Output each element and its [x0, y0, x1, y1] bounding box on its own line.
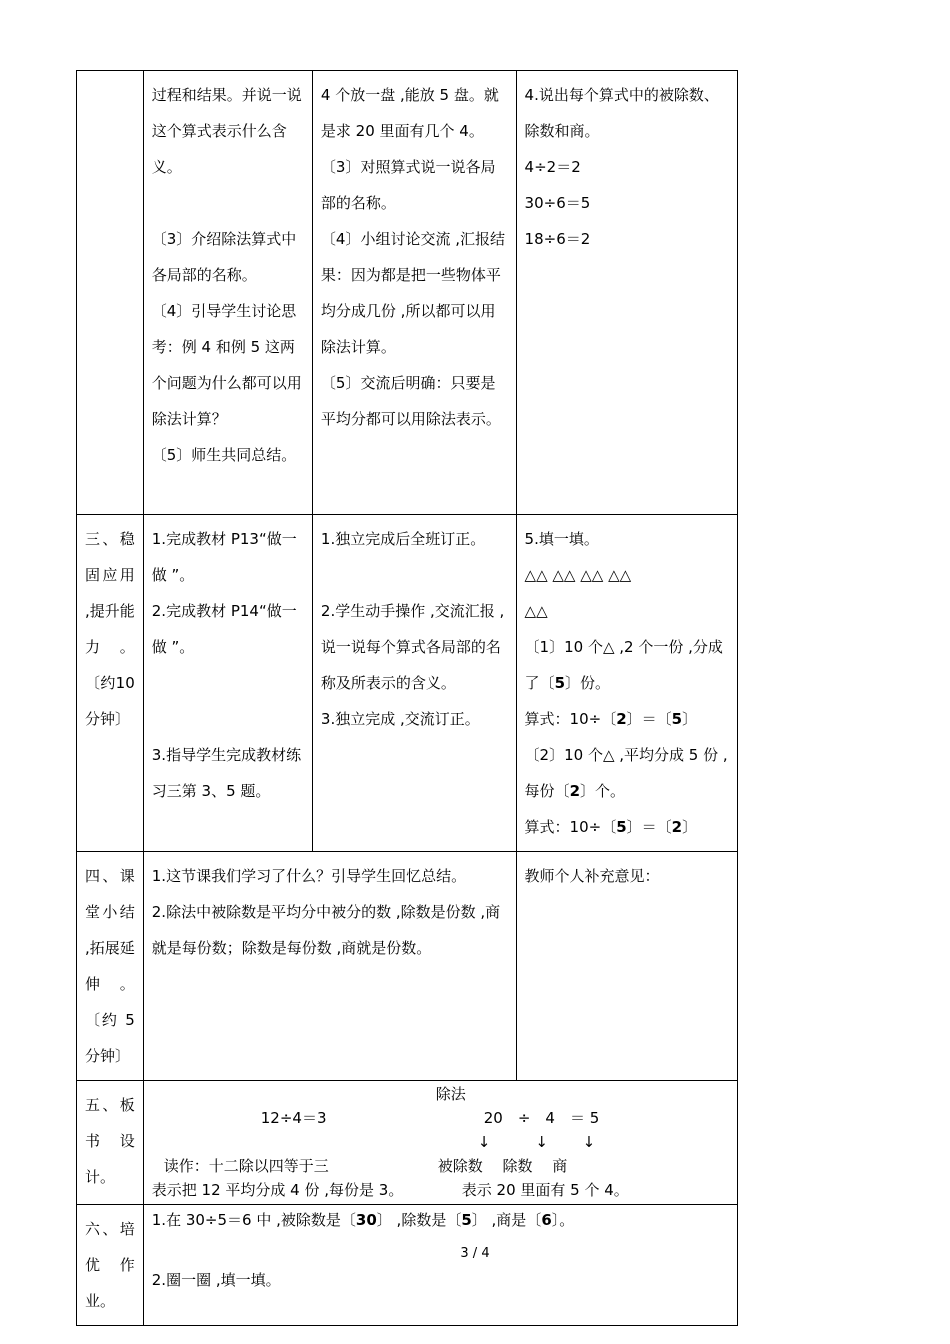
phase-label: 三、稳 [85, 530, 135, 548]
phase-label: 堂小结 [85, 903, 135, 921]
answer: 6 [541, 1211, 552, 1229]
phase-label: 四、课 [85, 867, 135, 885]
text-line: 〔5〕交流后明确：只要是平均分都可以用除法表示。 [320, 374, 501, 428]
table-row [77, 515, 738, 852]
text-line: 过程和结果。并说一说这个算式表示什么含义。 [151, 86, 302, 176]
phase-label: 〔约10 [85, 674, 135, 692]
equation: 30÷6＝5 [524, 194, 591, 212]
text-line: 〔4〕小组讨论交流 ,汇报结果：因为都是把一些物体平均分成几份 ,所以都可以用除法计算。 [320, 230, 505, 356]
triangles: △△ △△ △△ △△ [524, 566, 632, 584]
board-meaning: 表示 20 里面有 5 个 4。 [461, 1181, 629, 1199]
question: 〔2〕10 个△ ,平均分成 5 份 ,每份〔2〕个。 [524, 746, 728, 800]
phase-label: 伸 。 [85, 975, 135, 993]
board-equation: 12÷4＝3 [260, 1109, 327, 1127]
answer: 2 [671, 818, 683, 836]
question: 1.在 30÷5＝6 中 ,被除数是〔30〕 ,除数是〔5〕 ,商是〔6〕。 [151, 1211, 575, 1229]
phase-label: ,拓展延 [85, 939, 135, 957]
answer: 2 [616, 710, 627, 728]
text-line: 教师个人补充意见： [524, 867, 660, 885]
phase-label: 分钟〕 [85, 1047, 131, 1065]
note-cell [516, 852, 737, 1081]
phase-cell [77, 852, 144, 1081]
question: 2.圈一圈 ,填一填。 [151, 1271, 281, 1289]
text-line: 3.独立完成 ,交流订正。 [320, 710, 480, 728]
text-line: 3.指导学生完成教材练习三第 3、5 题。 [151, 746, 302, 800]
board-parts: 被除数 除数 商 [437, 1157, 568, 1175]
answer: 5 [671, 710, 683, 728]
phase-label: 固应用 [85, 566, 135, 584]
teacher-activity-cell [143, 71, 312, 515]
text-line: 4 个放一盘 ,能放 5 盘。就是求 20 里面有几个 4。 [320, 86, 499, 140]
phase-label: 〔约 5 [85, 1011, 135, 1029]
phase-label: 优 作 [85, 1256, 135, 1274]
table-row [77, 852, 738, 1081]
text-line: 〔4〕引导学生讨论思考：例 4 和例 5 这两个问题为什么都可以用除法计算？ [151, 302, 302, 428]
phase-cell [77, 515, 144, 852]
homework-cell [143, 1205, 737, 1326]
exercise-cell [516, 71, 737, 515]
answer: 30 [355, 1211, 377, 1229]
phase-cell [77, 1205, 144, 1326]
board-equation: 20 ÷ 4 ＝ 5 [483, 1109, 600, 1127]
formula: 算式：10÷〔5〕＝〔2〕 [524, 818, 698, 836]
table-row [77, 1081, 738, 1205]
table-row [77, 71, 738, 515]
answer: 5 [461, 1211, 472, 1229]
equation: 18÷6＝2 [524, 230, 591, 248]
lesson-plan-table [76, 70, 738, 1326]
formula: 算式：10÷〔2〕＝〔5〕 [524, 710, 698, 728]
phase-label: 六、培 [85, 1220, 135, 1238]
page-number: 3 / 4 [460, 1246, 490, 1261]
text-line: 1.独立完成后全班订正。 [320, 530, 486, 548]
student-activity-cell [312, 71, 516, 515]
table-row [77, 1205, 738, 1326]
text-line: 2.完成教材 P14“做一做 ”。 [151, 602, 297, 656]
text-line: 2.除法中被除数是平均分中被分的数 ,除数是份数 ,商就是每份数；除数是每份数 ,商就是份数。 [151, 903, 501, 957]
phase-label: 书 设 [85, 1132, 135, 1150]
phase-label: 力 。 [85, 638, 135, 656]
board-title: 除法 [435, 1085, 466, 1103]
student-activity-cell [312, 515, 516, 852]
board-meaning: 表示把 12 平均分成 4 份 ,每份是 3。 [151, 1181, 404, 1199]
text-line: 〔3〕介绍除法算式中各局部的名称。 [151, 230, 297, 284]
phase-label: ,提升能 [85, 602, 135, 620]
answer: 5 [554, 674, 565, 692]
blackboard-design [143, 1081, 737, 1205]
text-line: 2.学生动手操作 ,交流汇报 ,说一说每个算式各局部的名称及所表示的含义。 [320, 602, 505, 692]
equation: 4÷2＝2 [524, 158, 581, 176]
board-arrows: ↓ ↓ ↓ [477, 1133, 596, 1151]
phase-cell [77, 1081, 144, 1205]
phase-label: 业。 [85, 1292, 116, 1310]
board-reading: 读作：十二除以四等于三 [163, 1157, 329, 1175]
summary-cell [143, 852, 516, 1081]
text-line: 5.填一填。 [524, 530, 599, 548]
phase-label: 分钟〕 [85, 710, 131, 728]
text-line: 4.说出每个算式中的被除数、除数和商。 [524, 86, 719, 140]
triangles: △△ [524, 602, 548, 620]
text-line: 1.完成教材 P13“做一做 ”。 [151, 530, 297, 584]
text-line: 〔3〕对照算式说一说各局部的名称。 [320, 158, 496, 212]
teacher-activity-cell [143, 515, 312, 852]
answer: 2 [569, 782, 580, 800]
phase-label: 五、板 [85, 1096, 135, 1114]
phase-cell [77, 71, 144, 515]
phase-label: 计。 [85, 1168, 116, 1186]
answer: 5 [616, 818, 627, 836]
question: 〔1〕10 个△ ,2 个一份 ,分成了〔5〕份。 [524, 638, 723, 692]
text-line: 1.这节课我们学习了什么？引导学生回忆总结。 [151, 867, 467, 885]
text-line: 〔5〕师生共同总结。 [151, 446, 297, 464]
exercise-cell [516, 515, 737, 852]
